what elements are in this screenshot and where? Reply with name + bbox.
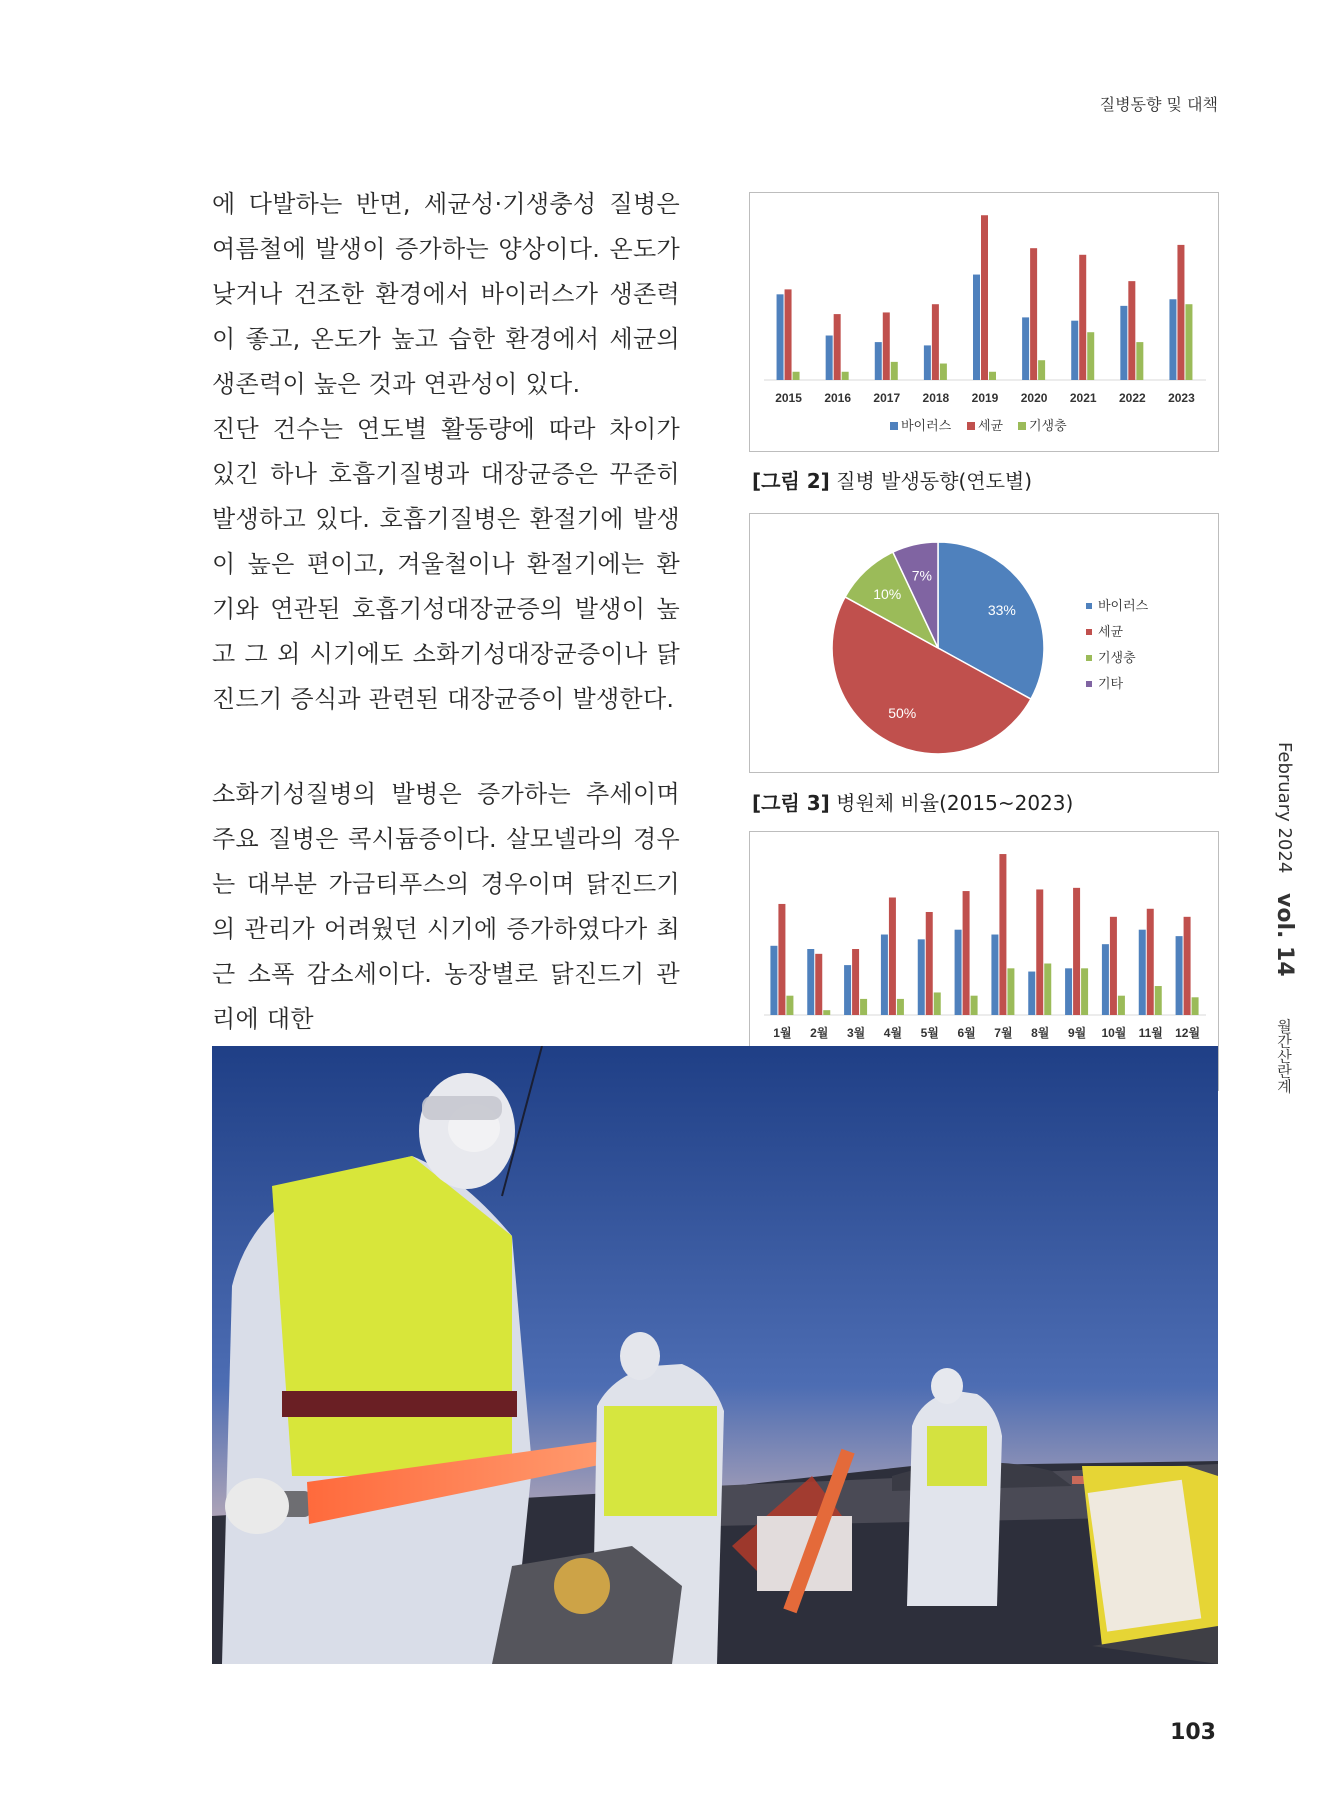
bar-기생충-12월 — [1192, 997, 1199, 1015]
bar-바이러스-6월 — [955, 930, 962, 1015]
bar-기생충-6월 — [971, 996, 978, 1015]
figure-2-title: 질병 발생동향(연도별) — [836, 469, 1033, 493]
bar-세균-7월 — [999, 854, 1006, 1015]
bar-바이러스-12월 — [1176, 936, 1183, 1015]
side-masthead — [1272, 742, 1297, 1093]
bar-세균-6월 — [963, 891, 970, 1015]
body-column-bottom — [212, 772, 680, 1042]
bar-기생충-2023 — [1185, 304, 1192, 380]
body-column-top — [212, 182, 680, 722]
bar-바이러스-3월 — [844, 965, 851, 1015]
x-tick-label: 2016 — [824, 391, 852, 405]
x-tick-label: 7월 — [994, 1026, 1013, 1040]
bar-세균-2023 — [1177, 245, 1184, 380]
bar-기생충-11월 — [1155, 986, 1162, 1015]
bar-세균-9월 — [1073, 888, 1080, 1015]
bar-기생충-1월 — [786, 996, 793, 1015]
figure-2-chart — [749, 192, 1219, 452]
issue-volume: vol. 14 — [1272, 893, 1297, 977]
bar-세균-2017 — [883, 312, 890, 380]
masthead-divider — [1284, 996, 1285, 1012]
figure-3-chart — [749, 513, 1219, 773]
bar-기생충-10월 — [1118, 996, 1125, 1015]
x-tick-label: 1월 — [773, 1026, 792, 1040]
magazine-name: 월간산란계 — [1275, 1018, 1293, 1094]
x-tick-label: 11월 — [1138, 1026, 1163, 1040]
bar-기생충-2017 — [891, 362, 898, 380]
legend-label: 세균 — [1098, 625, 1124, 640]
x-tick-label: 4월 — [883, 1026, 903, 1040]
bar-세균-2018 — [932, 304, 939, 380]
bar-바이러스-2023 — [1169, 299, 1176, 380]
pie-data-label: 33% — [987, 602, 1016, 619]
legend-swatch — [1086, 655, 1092, 661]
bar-세균-10월 — [1110, 917, 1117, 1015]
bar-바이러스-2월 — [807, 949, 814, 1015]
figure-3-title: 병원체 비율(2015~2023) — [836, 791, 1074, 815]
page-number: 103 — [1170, 1720, 1216, 1745]
legend-swatch — [1086, 681, 1092, 687]
bar-바이러스-2017 — [875, 342, 882, 380]
figure-3-caption — [752, 787, 1073, 816]
legend-label: 기타 — [1098, 677, 1124, 692]
bar-세균-5월 — [926, 912, 933, 1015]
legend-label: 기생충 — [1098, 651, 1136, 666]
pie-data-label: 50% — [888, 705, 917, 722]
legend-swatch — [967, 422, 975, 430]
legend-swatch — [1086, 603, 1092, 609]
x-tick-label: 2019 — [971, 391, 999, 405]
bar-세균-2022 — [1128, 281, 1135, 380]
x-tick-label: 2023 — [1168, 391, 1195, 405]
x-tick-label: 2월 — [810, 1026, 829, 1040]
bar-세균-2020 — [1030, 248, 1037, 380]
pie-data-label: 10% — [873, 585, 902, 602]
bar-세균-3월 — [852, 949, 859, 1015]
x-tick-label: 2020 — [1020, 391, 1048, 405]
bar-세균-2021 — [1079, 255, 1086, 380]
legend-label: 바이러스 — [1098, 599, 1149, 614]
x-tick-label: 10월 — [1101, 1026, 1127, 1040]
bar-세균-2015 — [785, 289, 792, 380]
bar-세균-2월 — [815, 954, 822, 1015]
body-paragraph-2: 진단 건수는 연도별 활동량에 따라 차이가 있긴 하나 호흡기질병과 대장균증은 꾸준히 발생하고 있다. 호흡기질병은 환절기에 발생이 높은 편이고, 겨울철이나 환절기에는 환기와 연관된 호흡기성대장균증의 발생이 높고 그 외 시기에도 소화기성대장균증이나 닭진드기 증식과 관련된 대장균증이 발생한다. — [212, 415, 680, 713]
bar-바이러스-2021 — [1071, 321, 1078, 380]
bar-바이러스-2018 — [924, 345, 931, 380]
x-tick-label: 8월 — [1031, 1026, 1050, 1040]
bar-바이러스-4월 — [881, 935, 888, 1015]
section-header: 질병동향 및 대책 — [1099, 95, 1218, 114]
x-tick-label: 9월 — [1067, 1026, 1087, 1040]
figure-2-number: [그림 2] — [752, 469, 830, 493]
x-tick-label: 2015 — [775, 391, 802, 405]
legend-swatch — [890, 422, 898, 430]
bar-기생충-9월 — [1081, 968, 1088, 1015]
bar-세균-12월 — [1184, 917, 1191, 1015]
bar-기생충-2016 — [842, 372, 849, 380]
bar-세균-1월 — [778, 904, 785, 1015]
legend-label: 세균 — [978, 419, 1004, 434]
bar-세균-2016 — [834, 314, 841, 380]
bar-기생충-2019 — [989, 372, 996, 380]
x-tick-label: 2018 — [922, 391, 950, 405]
x-tick-label: 5월 — [920, 1026, 939, 1040]
x-tick-label: 12월 — [1175, 1026, 1201, 1040]
bar-바이러스-7월 — [991, 935, 998, 1015]
bar-바이러스-10월 — [1102, 944, 1109, 1015]
figure-3-number: [그림 3] — [752, 791, 830, 815]
issue-month-year: February 2024 — [1274, 742, 1295, 874]
bar-세균-4월 — [889, 898, 896, 1015]
bar-세균-11월 — [1147, 909, 1154, 1015]
bar-기생충-8월 — [1044, 963, 1051, 1015]
bar-기생충-2015 — [793, 372, 800, 380]
bar-바이러스-5월 — [918, 939, 925, 1015]
legend-label: 기생충 — [1029, 419, 1067, 434]
bar-기생충-3월 — [860, 999, 867, 1015]
bar-기생충-2021 — [1087, 332, 1094, 380]
bar-바이러스-2015 — [777, 294, 784, 380]
x-tick-label: 2022 — [1118, 391, 1146, 405]
bar-기생충-7월 — [1007, 968, 1014, 1015]
x-tick-label: 2021 — [1069, 391, 1097, 405]
bar-기생충-2월 — [823, 1010, 830, 1015]
bar-바이러스-2022 — [1120, 306, 1127, 380]
bar-기생충-2022 — [1136, 342, 1143, 380]
yearly-bar-chart — [750, 193, 1218, 451]
x-tick-label: 2017 — [873, 391, 901, 405]
bar-기생충-2018 — [940, 364, 947, 380]
bar-기생충-4월 — [897, 999, 904, 1015]
bar-바이러스-9월 — [1065, 968, 1072, 1015]
x-tick-label: 3월 — [846, 1026, 866, 1040]
bar-기생충-2020 — [1038, 360, 1045, 380]
bar-바이러스-2019 — [973, 275, 980, 380]
bar-바이러스-2020 — [1022, 317, 1029, 380]
bar-세균-8월 — [1036, 889, 1043, 1015]
bar-바이러스-2016 — [826, 336, 833, 380]
figure-2-caption — [752, 465, 1032, 494]
pie-data-label: 7% — [911, 567, 932, 584]
body-paragraph-3: 소화기성질병의 발병은 증가하는 추세이며 주요 질병은 콕시듐증이다. 살모넬라의 경우는 대부분 가금티푸스의 경우이며 닭진드기의 관리가 어려웠던 시기에 증가하였다가 최근 소폭 감소세이다. 농장별로 닭진드기 관리에 대한 — [212, 780, 680, 1033]
bar-바이러스-8월 — [1028, 972, 1035, 1015]
pathogen-pie-chart — [750, 514, 1218, 772]
bar-기생충-5월 — [934, 992, 941, 1015]
bar-바이러스-1월 — [770, 946, 777, 1015]
legend-swatch — [1018, 422, 1026, 430]
quarantine-photo — [212, 1046, 1218, 1664]
x-tick-label: 6월 — [957, 1026, 976, 1040]
legend-swatch — [1086, 629, 1092, 635]
bar-바이러스-11월 — [1139, 930, 1146, 1015]
legend-label: 바이러스 — [901, 419, 952, 434]
bar-세균-2019 — [981, 215, 988, 380]
body-paragraph-1: 에 다발하는 반면, 세균성·기생충성 질병은 여름철에 발생이 증가하는 양상이다. 온도가 낮거나 건조한 환경에서 바이러스가 생존력이 좋고, 온도가 높고 습한 환경에서 세균의 생존력이 높은 것과 연관성이 있다. — [212, 190, 680, 398]
